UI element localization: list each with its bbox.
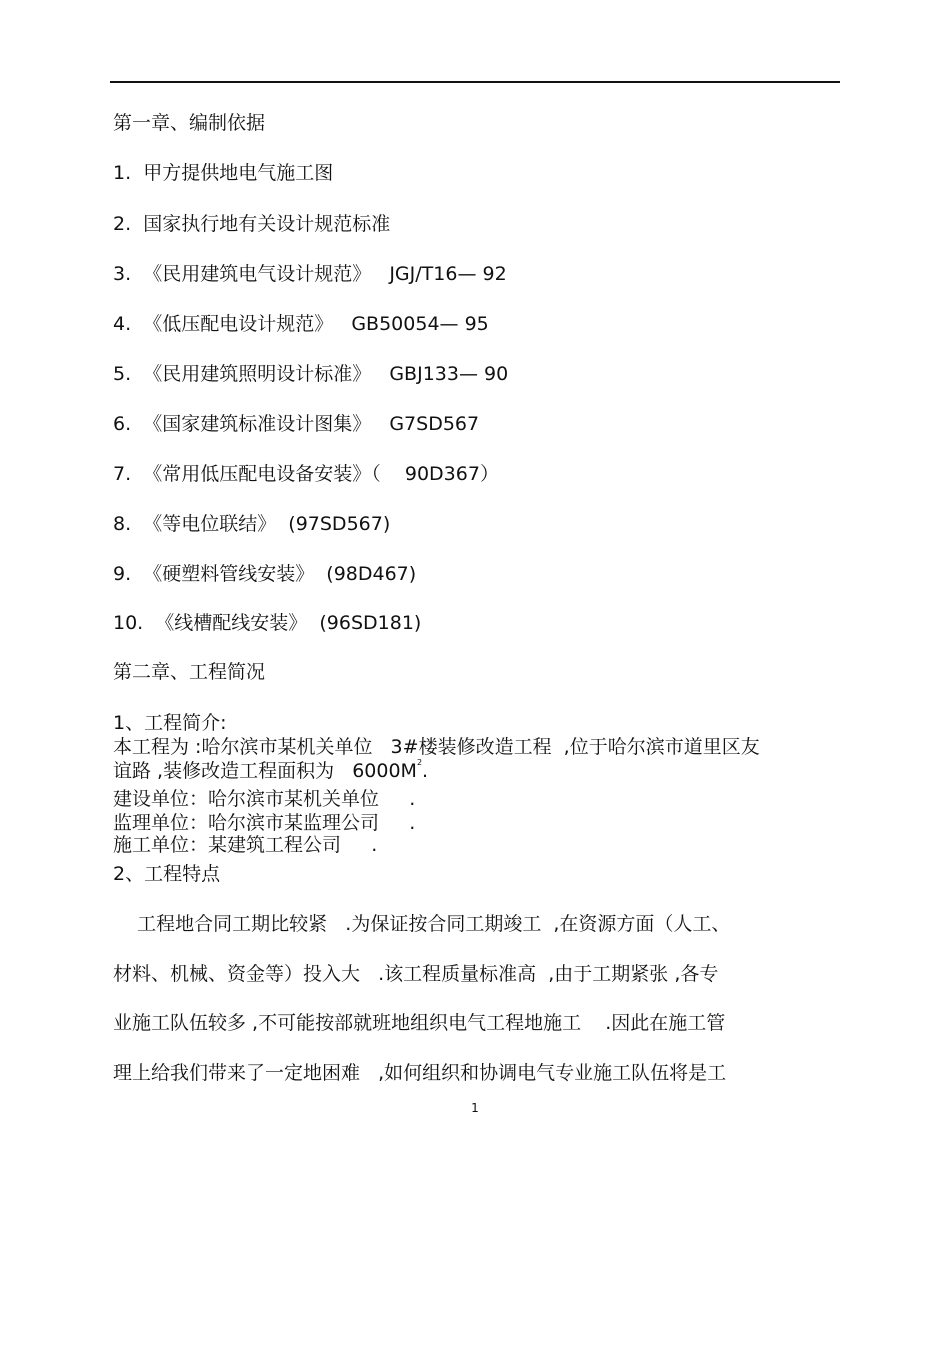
chapter2-title: 第二章、工程简况 [113, 661, 266, 683]
features-paragraph-line-1: 工程地合同工期比较紧 .为保证按合同工期竣工 ,在资源方面（人工、 [113, 913, 731, 935]
basis-item-6: 6. 《国家建筑标准设计图集》 G7SD567 [113, 413, 480, 435]
page-number: 1 [471, 1101, 479, 1115]
basis-item-3: 3. 《民用建筑电气设计规范》 JGJ/T16— 92 [113, 263, 507, 285]
basis-item-5: 5. 《民用建筑照明设计标准》 GBJ133— 90 [113, 363, 509, 385]
intro-line-2-text: 谊路 ,装修改造工程面积为 6000M [113, 760, 417, 782]
features-paragraph-line-4: 理上给我们带来了一定地困难 ,如何组织和协调电气专业施工队伍将是工 [113, 1062, 727, 1084]
features-paragraph-line-3: 业施工队伍较多 ,不可能按部就班地组织电气工程地施工 .因此在施工管 [113, 1012, 726, 1034]
basis-item-10: 10. 《线槽配线安装》 (96SD181) [113, 612, 422, 634]
area-unit-superscript: 2 [416, 758, 423, 767]
intro-line-1: 本工程为 :哈尔滨市某机关单位 3#楼装修改造工程 ,位于哈尔滨市道里区友 [113, 736, 760, 758]
builder-line: 建设单位：哈尔滨市某机关单位 . [113, 788, 416, 810]
features-paragraph-line-2: 材料、机械、资金等）投入大 .该工程质量标准高 ,由于工期紧张 ,各专 [113, 963, 719, 985]
chapter1-title: 第一章、编制依据 [113, 112, 266, 134]
contractor-line: 施工单位：某建筑工程公司 . [113, 834, 378, 856]
basis-item-2: 2. 国家执行地有关设计规范标准 [113, 213, 391, 235]
intro-line-2-end: . [422, 760, 429, 782]
basis-item-8: 8. 《等电位联结》 (97SD567) [113, 513, 391, 535]
header-rule [110, 81, 840, 83]
basis-item-4: 4. 《低压配电设计规范》 GB50054— 95 [113, 313, 489, 335]
basis-item-7: 7. 《常用低压配电设备安装》（ 90D367） [113, 463, 499, 485]
features-heading: 2、工程特点 [113, 863, 221, 885]
basis-item-9: 9. 《硬塑料管线安装》 (98D467) [113, 563, 417, 585]
intro-line-2 [113, 759, 428, 783]
intro-heading: 1、工程简介: [113, 712, 227, 734]
basis-item-1: 1. 甲方提供地电气施工图 [113, 162, 334, 184]
supervisor-line: 监理单位：哈尔滨市某监理公司 . [113, 812, 416, 834]
